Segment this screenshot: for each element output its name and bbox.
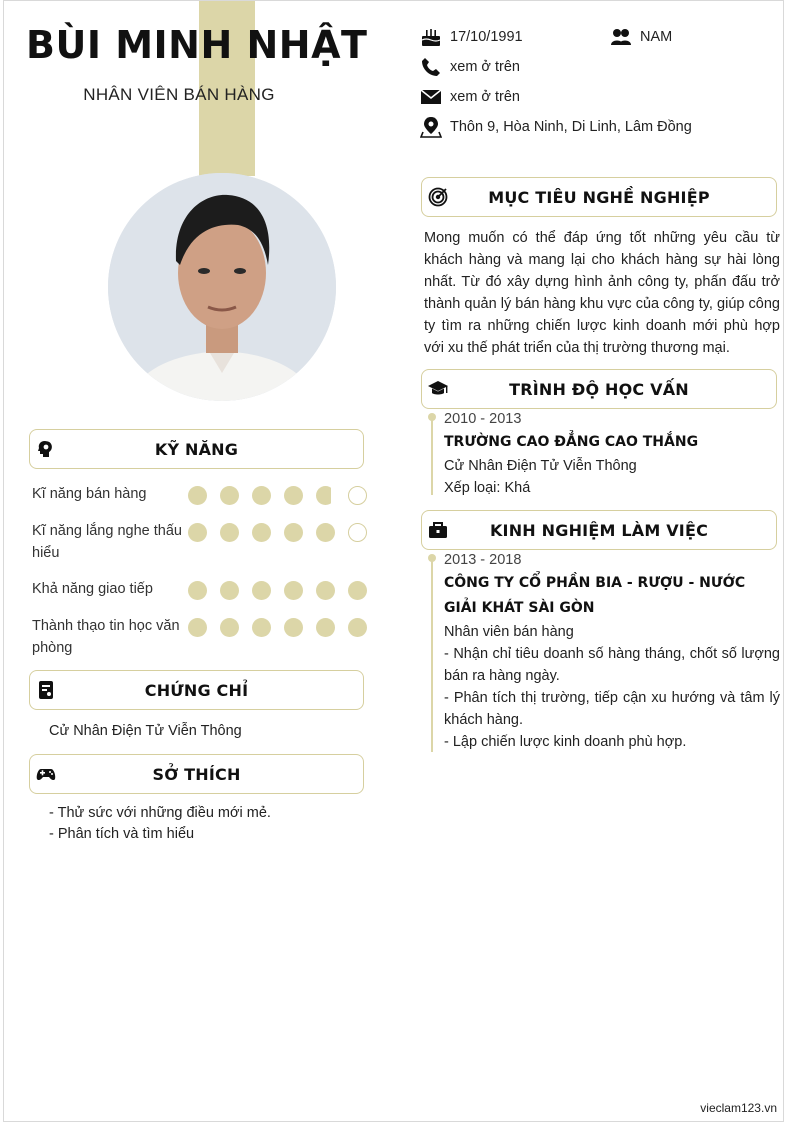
skill-rating [188,486,367,505]
skill-rating-dot [316,523,335,542]
skill-rating-dot [220,523,239,542]
skill-rating-dot [316,581,335,600]
skill-rating-dot [348,486,367,505]
skill-label: Thành thạo tin học văn phòng [32,618,180,656]
experience-section-header [421,510,777,550]
experience-duty: - Nhận chỉ tiêu doanh số hàng tháng, chốt số lượng bán ra hàng ngày. [444,646,780,684]
skill-row [32,615,367,659]
hobby-item: - Phân tích và tìm hiểu [49,826,195,842]
skill-rating-dot [252,581,271,600]
certificate-item: Cử Nhân Điện Tử Viễn Thông [49,723,242,739]
phone-row [420,56,520,78]
skill-rating-dot [252,486,271,505]
candidate-name: BÙI MINH NHẬT [26,23,368,67]
skill-rating-dot [220,581,239,600]
skill-rating-dot [284,523,303,542]
skill-rating-dot [188,581,207,600]
phone-value[interactable]: xem ở trên [450,59,520,75]
hobbies-section-header [29,754,364,794]
hobbies-title: SỞ THÍCH [152,765,241,784]
email-row [420,86,520,108]
skill-rating-dot [188,486,207,505]
education-timeline-dot [428,413,436,421]
skill-label: Khả năng giao tiếp [32,581,153,597]
skill-row [32,578,367,600]
experience-entry [444,549,780,753]
education-major: Cử Nhân Điện Tử Viễn Thông [444,458,637,474]
experience-company: CÔNG TY CỔ PHẦN BIA - RƯỢU - NƯỚC GIẢI KHÁT SÀI GÒN [444,575,746,616]
skill-label: Kĩ năng bán hàng [32,486,147,502]
education-grade: Xếp loại: Khá [444,480,531,496]
email-envelope-icon [420,86,442,108]
hobby-item: - Thử sức với những điều mới mẻ. [49,805,271,821]
skill-rating-dot [188,523,207,542]
skill-rating-dot [348,581,367,600]
skill-rating-dot [284,486,303,505]
experience-duty: - Lập chiến lược kinh doanh phù hợp. [444,734,687,750]
skill-rating-dot [252,523,271,542]
skill-rating [188,618,367,637]
birthday-row [420,26,523,48]
skill-rating-dot [220,618,239,637]
certificates-title: CHỨNG CHỈ [144,681,249,700]
skill-rating-dot [348,618,367,637]
skill-rating-dot [220,486,239,505]
birthday-cake-icon [420,26,442,48]
education-school: TRƯỜNG CAO ĐẲNG CAO THẮNG [444,434,699,450]
email-value[interactable]: xem ở trên [450,89,520,105]
education-entry [444,408,780,499]
job-title: NHÂN VIÊN BÁN HÀNG [83,85,275,104]
map-pin-icon [420,116,442,138]
experience-date: 2013 - 2018 [444,552,522,568]
experience-timeline-line [431,556,433,752]
experience-timeline-dot [428,554,436,562]
education-title: TRÌNH ĐỘ HỌC VẤN [509,380,689,399]
experience-duty: - Phân tích thị trường, tiếp cận xu hướng và tâm lý khách hàng. [444,690,780,728]
skills-section-header [29,429,364,469]
skills-title: KỸ NĂNG [154,440,239,459]
skill-label: Kĩ năng lắng nghe thấu hiểu [32,523,182,561]
objective-title: MỤC TIÊU NGHỀ NGHIỆP [488,188,710,207]
skill-rating-dot [188,618,207,637]
experience-title: KINH NGHIỆM LÀM VIỆC [489,521,709,540]
address-value: Thôn 9, Hòa Ninh, Di Linh, Lâm Đồng [450,119,692,135]
skill-row [32,483,367,505]
skill-rating-dot [348,523,367,542]
gender-value: NAM [640,29,673,45]
gender-row [610,26,672,48]
education-section-header [421,369,777,409]
cv-page [3,0,784,1122]
education-timeline-line [431,415,433,495]
phone-icon [420,56,442,78]
experience-position: Nhân viên bán hàng [444,624,574,640]
skill-row [32,520,367,564]
objective-section-header [421,177,777,217]
education-date: 2010 - 2013 [444,411,522,427]
certificates-section-header [29,670,364,710]
skill-rating-dot [316,618,335,637]
gender-users-icon [610,26,632,48]
address-row [420,116,692,138]
hobbies-list [49,803,271,845]
footer-brand[interactable]: vieclam123.vn [700,1101,777,1115]
skill-rating-dot [284,581,303,600]
skill-rating-dot [284,618,303,637]
skill-rating-dot [252,618,271,637]
objective-text: Mong muốn có thể đáp ứng tốt những yêu cầu từ khách hàng và mang lại cho khách hàng sự hài lòng nhất. Từ đó xây dựng hình ảnh công ty, phấn đấu trở thành quản lý bán hàng khu vực của công ty, giúp công ty tìm ra những chiến lược kinh doanh mới phù hợp với xu thế phát triển của thị trường thương mại. [424,230,780,356]
birthday-value: 17/10/1991 [450,29,523,45]
skill-rating-dot [316,486,335,505]
profile-photo [108,173,336,401]
skill-rating [188,581,367,600]
skill-rating [188,523,367,542]
